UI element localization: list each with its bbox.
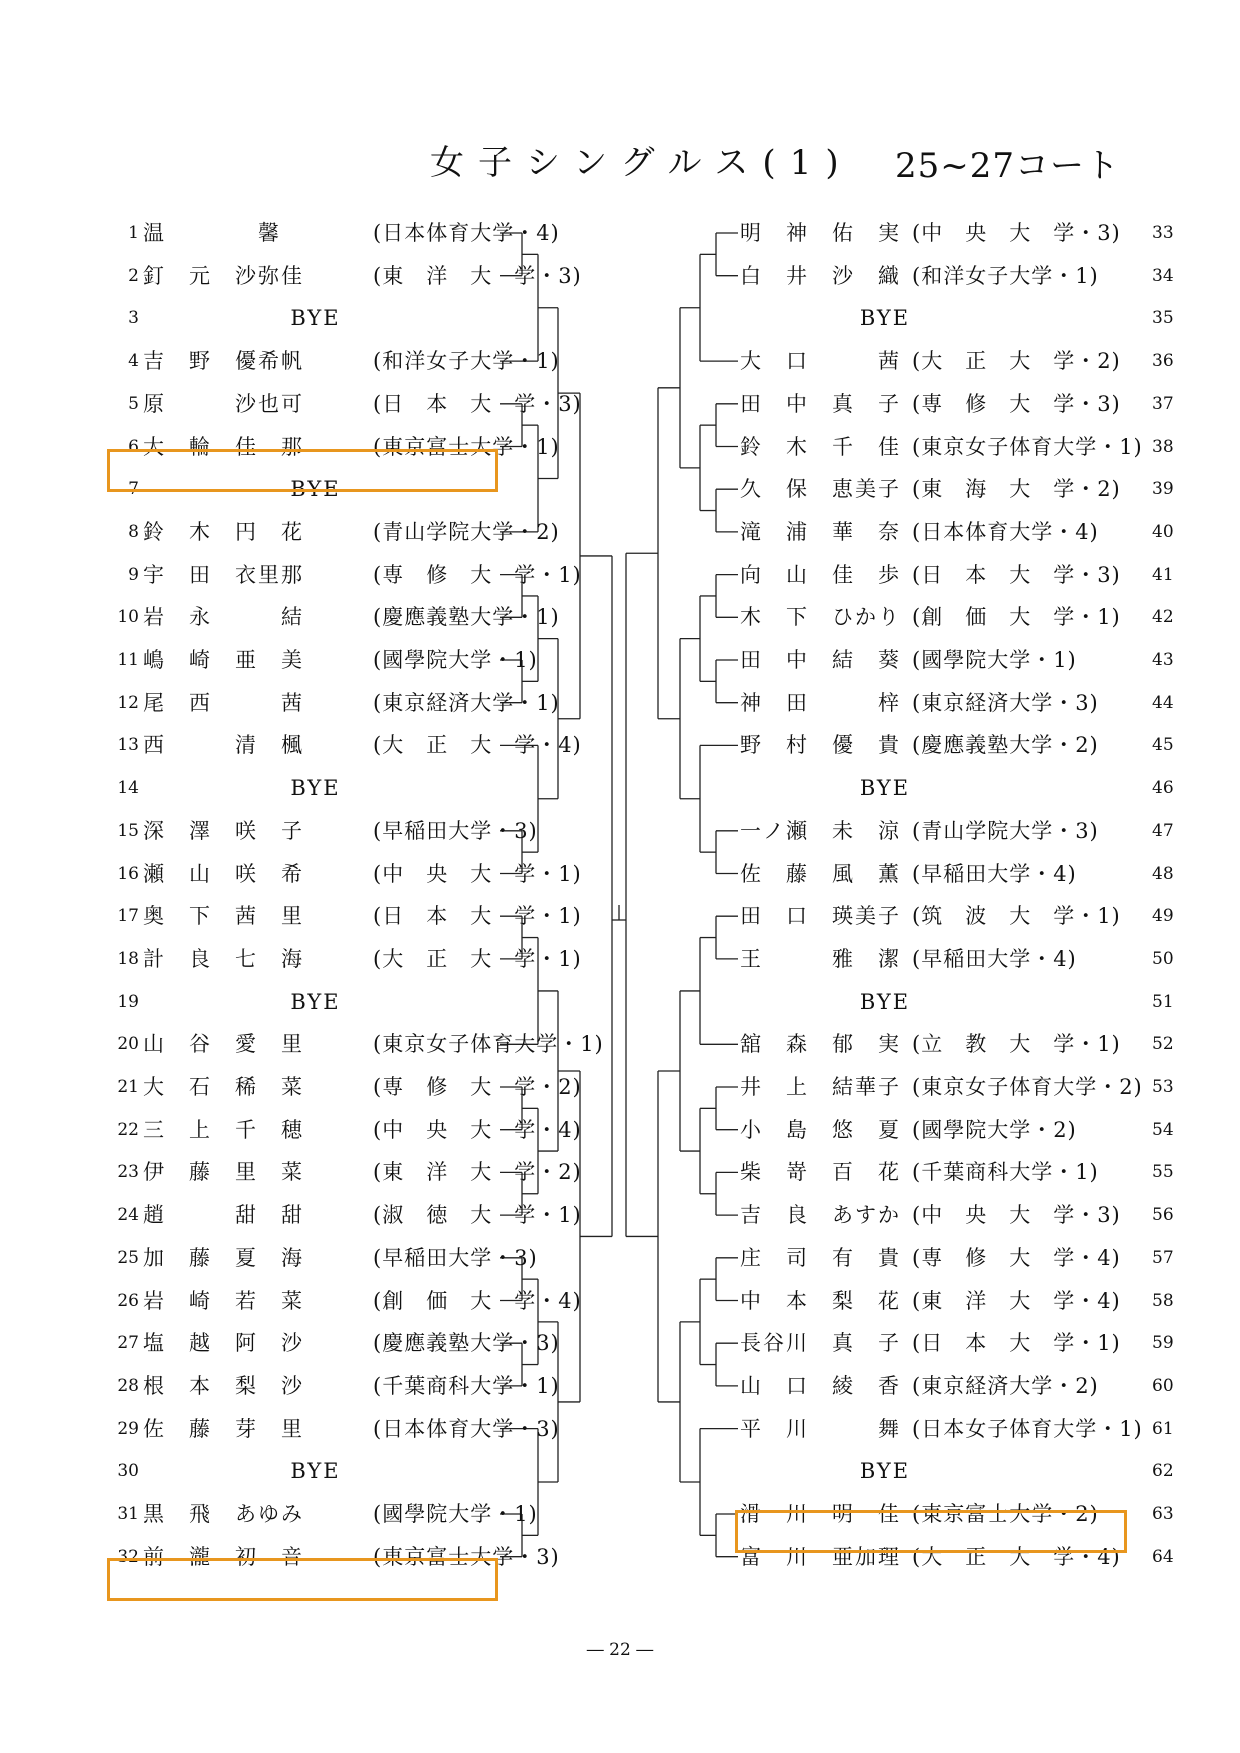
player-school: (専 修 大 学・1) [373, 562, 582, 587]
player-school: (和洋女子大学・1) [373, 349, 560, 374]
draw-entry [740, 212, 1190, 255]
player-school: (創 価 大 学・4) [373, 1288, 582, 1313]
player-name: 長谷川 真 子 [740, 1331, 901, 1356]
draw-entry [740, 1365, 1190, 1408]
draw-number: 47 [1152, 820, 1174, 841]
draw-entry [105, 255, 582, 298]
player-name: 前 瀧 初 音 [143, 1544, 304, 1569]
draw-entry [105, 1151, 582, 1194]
draw-entry [105, 212, 560, 255]
draw-entry [740, 981, 1190, 1024]
page-title: 女子シングルス(1) [430, 143, 853, 183]
bye-label: BYE [290, 1459, 341, 1484]
player-name: 滑 川 明 佳 [740, 1502, 901, 1526]
player-name: 宇 田 衣里那 [143, 562, 304, 587]
player-name: 三 上 千 穂 [143, 1117, 304, 1142]
draw-entry [740, 1280, 1190, 1323]
player-name: 計 良 七 海 [143, 946, 304, 971]
draw-number: 40 [1152, 521, 1174, 542]
highlight-box-entry-6 [107, 449, 498, 492]
player-school: (國學院大学・2) [912, 1117, 1077, 1142]
draw-entry [740, 1408, 1190, 1451]
player-school: (専 修 大 学・4) [912, 1245, 1121, 1270]
player-name: 趙 甜 甜 [143, 1203, 304, 1228]
player-school: (日本体育大学・4) [373, 221, 560, 245]
player-school: (東京女子体育大学・1) [373, 1032, 604, 1057]
player-name: 明 神 佑 実 [740, 221, 901, 245]
draw-entry [740, 596, 1190, 639]
player-name: 原 沙也可 [143, 391, 304, 416]
draw-entry [740, 639, 1190, 682]
player-name: 木 下 ひかり [740, 605, 901, 630]
player-name: 田 口 瑛美子 [740, 904, 901, 929]
player-school: (東京女子体育大学・1) [912, 434, 1143, 459]
draw-entry [740, 554, 1190, 597]
draw-entry [105, 383, 582, 426]
draw-entry [105, 1109, 582, 1152]
player-name: 根 本 梨 沙 [143, 1373, 304, 1398]
draw-number: 17 [117, 906, 139, 927]
player-name: 西 清 楓 [143, 733, 304, 758]
draw-entry [740, 724, 1190, 767]
draw-number: 19 [117, 991, 139, 1012]
player-school: (國學院大学・1) [912, 648, 1077, 672]
player-school: (日本体育大学・3) [373, 1416, 560, 1441]
draw-number: 56 [1152, 1205, 1174, 1226]
player-name: 山 口 綾 香 [740, 1373, 901, 1398]
draw-number: 13 [117, 735, 139, 756]
player-name: 向 山 佳 歩 [740, 562, 901, 587]
draw-number: 9 [128, 564, 139, 585]
draw-number: 3 [128, 308, 139, 329]
player-name: 田 中 結 葵 [740, 648, 901, 672]
player-school: (日本体育大学・4) [912, 519, 1099, 544]
court-info: 25~27コート [895, 146, 1121, 186]
draw-entry [105, 1408, 560, 1451]
draw-number: 26 [117, 1290, 139, 1311]
player-school: (東 洋 大 学・3) [373, 263, 582, 288]
player-school: (東京富士大学・3) [373, 1544, 560, 1569]
player-school: (専 修 大 学・3) [912, 391, 1121, 416]
draw-number: 50 [1152, 948, 1174, 969]
player-name: 田 中 真 子 [740, 391, 901, 416]
player-name: 神 田 梓 [740, 690, 901, 715]
draw-number: 28 [117, 1375, 139, 1396]
player-school: (和洋女子大学・1) [912, 263, 1099, 288]
player-school: (大 正 大 学・4) [373, 733, 582, 758]
draw-number: 8 [128, 521, 139, 542]
draw-entry [105, 810, 538, 853]
player-name: 奥 下 茜 里 [143, 904, 304, 929]
draw-number: 57 [1152, 1247, 1174, 1268]
player-school: (東京経済大学・1) [373, 690, 560, 715]
player-name: 大 口 茜 [740, 349, 901, 374]
player-name: 釘 元 沙弥佳 [143, 263, 304, 288]
draw-number: 49 [1152, 906, 1174, 927]
draw-entry [740, 853, 1190, 896]
draw-number: 38 [1152, 436, 1174, 457]
draw-number: 63 [1152, 1504, 1174, 1524]
draw-entry [105, 1237, 538, 1280]
draw-number: 45 [1152, 735, 1174, 756]
draw-entry [105, 1066, 582, 1109]
draw-number: 11 [117, 650, 139, 670]
player-school: (中 央 大 学・1) [373, 861, 582, 886]
draw-entry [740, 895, 1190, 938]
player-name: 佐 藤 風 薫 [740, 861, 901, 886]
player-name: 大 輪 佳 那 [143, 434, 304, 459]
draw-number: 52 [1152, 1034, 1174, 1055]
draw-entry [740, 297, 1190, 340]
draw-entry [740, 1151, 1190, 1194]
bye-label: BYE [859, 1459, 911, 1484]
draw-number: 1 [128, 223, 139, 243]
draw-number: 7 [128, 479, 139, 500]
player-name: 加 藤 夏 海 [143, 1245, 304, 1270]
draw-number: 64 [1152, 1546, 1174, 1567]
player-school: (千葉商科大学・1) [373, 1373, 560, 1398]
draw-number: 14 [117, 778, 139, 799]
draw-number: 43 [1152, 650, 1174, 670]
player-school: (慶應義塾大学・2) [912, 733, 1099, 758]
player-name: 佐 藤 芽 里 [143, 1416, 304, 1441]
player-name: 瀬 山 咲 希 [143, 861, 304, 886]
draw-number: 59 [1152, 1333, 1174, 1354]
player-school: (日 本 大 学・3) [373, 391, 582, 416]
draw-entry [105, 596, 560, 639]
player-school: (千葉商科大学・1) [912, 1160, 1099, 1185]
draw-number: 44 [1152, 692, 1174, 713]
draw-entry [105, 297, 505, 340]
player-school: (中 央 大 学・3) [912, 1203, 1121, 1228]
draw-number: 55 [1152, 1162, 1174, 1183]
draw-number: 23 [117, 1162, 139, 1183]
draw-entry [740, 468, 1190, 511]
draw-entry [105, 511, 560, 554]
draw-entry [105, 1365, 560, 1408]
player-school: (國學院大学・1) [373, 1502, 538, 1526]
draw-number: 22 [117, 1119, 139, 1140]
draw-entry [105, 895, 582, 938]
player-school: (東京女子体育大学・2) [912, 1075, 1143, 1099]
draw-number: 20 [117, 1034, 139, 1055]
draw-number: 16 [117, 863, 139, 884]
player-name: 大 石 稀 菜 [143, 1075, 304, 1099]
draw-number: 54 [1152, 1119, 1174, 1140]
draw-number: 25 [117, 1247, 139, 1268]
draw-number: 32 [117, 1546, 139, 1567]
draw-entry [740, 1194, 1190, 1237]
draw-number: 62 [1152, 1461, 1174, 1482]
player-name: 深 澤 咲 子 [143, 818, 304, 843]
draw-number: 2 [128, 265, 139, 286]
draw-entry [105, 554, 582, 597]
player-school: (大 正 大 学・1) [373, 946, 582, 971]
player-name: 小 島 悠 夏 [740, 1117, 901, 1142]
draw-entry [105, 1194, 582, 1237]
player-school: (早稲田大学・3) [373, 1245, 538, 1270]
draw-entry [105, 1280, 582, 1323]
draw-entry [105, 340, 560, 383]
highlight-box-entry-63 [735, 1510, 1127, 1553]
draw-entry [740, 426, 1190, 469]
draw-entry [105, 1493, 538, 1536]
player-name: 柴 嵜 百 花 [740, 1160, 901, 1185]
player-name: 黒 飛 あゆみ [143, 1502, 304, 1526]
highlight-box-entry-32 [107, 1558, 498, 1601]
player-school: (東京経済大学・2) [912, 1373, 1099, 1398]
draw-number: 21 [117, 1077, 139, 1097]
bye-label: BYE [859, 989, 911, 1014]
draw-entry [105, 1023, 604, 1066]
draw-entry [105, 767, 505, 810]
player-name: 温 馨 [143, 221, 281, 245]
player-school: (立 教 大 学・1) [912, 1032, 1121, 1057]
player-school: (國學院大学・1) [373, 648, 538, 672]
draw-number: 42 [1152, 607, 1174, 628]
player-name: 鈴 木 円 花 [143, 519, 304, 544]
player-school: (東京富士大学・1) [373, 434, 560, 459]
player-school: (東 海 大 学・2) [912, 477, 1121, 502]
player-school: (淑 徳 大 学・1) [373, 1203, 582, 1228]
draw-number: 46 [1152, 778, 1174, 799]
player-name: 鈴 木 千 佳 [740, 434, 901, 459]
player-school: (日 本 大 学・1) [912, 1331, 1121, 1356]
draw-number: 24 [117, 1205, 139, 1226]
player-school: (早稲田大学・3) [373, 818, 538, 843]
draw-number: 29 [117, 1418, 139, 1439]
draw-entry [740, 1322, 1190, 1365]
player-school: (慶應義塾大学・1) [373, 605, 560, 630]
draw-number: 27 [117, 1333, 139, 1354]
draw-entry [105, 639, 538, 682]
player-school: (大 正 大 学・2) [912, 349, 1121, 374]
player-name: 富 川 亜加理 [740, 1544, 901, 1569]
draw-entry [740, 682, 1190, 725]
draw-number: 6 [128, 436, 139, 457]
player-name: 舘 森 郁 実 [740, 1032, 901, 1057]
bye-label: BYE [290, 477, 341, 502]
draw-number: 30 [117, 1461, 139, 1482]
draw-number: 37 [1152, 393, 1174, 414]
player-name: 庄 司 有 貴 [740, 1245, 901, 1270]
player-school: (筑 波 大 学・1) [912, 904, 1121, 929]
player-name: 岩 崎 若 菜 [143, 1288, 304, 1313]
draw-entry [740, 938, 1190, 981]
draw-entry [105, 1322, 560, 1365]
bye-label: BYE [859, 306, 911, 331]
draw-number: 61 [1152, 1418, 1174, 1439]
draw-entry [105, 682, 560, 725]
player-name: 嶋 崎 亜 美 [143, 648, 304, 672]
draw-entry [740, 1066, 1190, 1109]
draw-number: 36 [1152, 351, 1174, 372]
draw-number: 31 [117, 1504, 139, 1524]
draw-entry [105, 724, 582, 767]
draw-number: 33 [1152, 223, 1174, 243]
draw-entry [105, 853, 582, 896]
player-school: (中 央 大 学・3) [912, 221, 1121, 245]
draw-entry [740, 383, 1190, 426]
player-name: 中 本 梨 花 [740, 1288, 901, 1313]
draw-entry [740, 1237, 1190, 1280]
bye-label: BYE [290, 306, 341, 331]
draw-entry [105, 1450, 505, 1493]
player-school: (慶應義塾大学・3) [373, 1331, 560, 1356]
draw-number: 58 [1152, 1290, 1174, 1311]
draw-entry [740, 511, 1190, 554]
player-name: 一ノ瀬 未 涼 [740, 818, 901, 843]
player-name: 岩 永 結 [143, 605, 304, 630]
draw-number: 15 [117, 820, 139, 841]
player-school: (日 本 大 学・3) [912, 562, 1121, 587]
player-name: 山 谷 愛 里 [143, 1032, 304, 1057]
draw-entry [740, 1109, 1190, 1152]
player-school: (青山学院大学・2) [373, 519, 560, 544]
draw-entry [740, 340, 1190, 383]
draw-number: 18 [117, 948, 139, 969]
player-name: 平 川 舞 [740, 1416, 901, 1441]
draw-entry [740, 1023, 1190, 1066]
player-name: 野 村 優 貴 [740, 733, 901, 758]
draw-number: 41 [1152, 564, 1174, 585]
player-school: (東京経済大学・3) [912, 690, 1099, 715]
player-school: (専 修 大 学・2) [373, 1075, 582, 1099]
player-school: (東 洋 大 学・4) [912, 1288, 1121, 1313]
draw-entry [105, 981, 505, 1024]
draw-number: 39 [1152, 479, 1174, 500]
page-number: ― 22 ― [586, 1640, 654, 1660]
draw-number: 48 [1152, 863, 1174, 884]
bye-label: BYE [859, 776, 911, 801]
player-school: (日本女子体育大学・1) [912, 1416, 1143, 1441]
player-school: (早稲田大学・4) [912, 946, 1077, 971]
player-name: 王 雅 潔 [740, 946, 901, 971]
player-name: 塩 越 阿 沙 [143, 1331, 304, 1356]
draw-number: 60 [1152, 1375, 1174, 1396]
player-school: (中 央 大 学・4) [373, 1117, 582, 1142]
draw-number: 35 [1152, 308, 1174, 329]
player-name: 井 上 結華子 [740, 1075, 901, 1099]
bye-label: BYE [290, 776, 341, 801]
draw-entry [105, 938, 582, 981]
player-name: 久 保 恵美子 [740, 477, 901, 502]
player-name: 吉 良 あすか [740, 1203, 901, 1228]
player-name: 滝 浦 華 奈 [740, 519, 901, 544]
player-school: (青山学院大学・3) [912, 818, 1099, 843]
player-name: 尾 西 茜 [143, 690, 304, 715]
draw-number: 34 [1152, 265, 1174, 286]
draw-number: 4 [128, 351, 139, 372]
draw-entry [740, 255, 1190, 298]
player-school: (東 洋 大 学・2) [373, 1160, 582, 1185]
player-school: (大 正 大 学・4) [912, 1544, 1121, 1569]
draw-number: 10 [117, 607, 139, 628]
player-school: (東京富士大学・2) [912, 1502, 1099, 1526]
draw-entry [740, 1450, 1190, 1493]
draw-number: 12 [117, 692, 139, 713]
draw-number: 5 [128, 393, 139, 414]
player-school: (創 価 大 学・1) [912, 605, 1121, 630]
draw-entry [740, 767, 1190, 810]
player-school: (早稲田大学・4) [912, 861, 1077, 886]
bye-label: BYE [290, 989, 341, 1014]
draw-number: 53 [1152, 1077, 1174, 1097]
player-name: 白 井 沙 織 [740, 263, 901, 288]
draw-entry [740, 810, 1190, 853]
draw-number: 51 [1152, 991, 1174, 1012]
player-name: 伊 藤 里 菜 [143, 1160, 304, 1185]
player-school: (日 本 大 学・1) [373, 904, 582, 929]
player-name: 吉 野 優希帆 [143, 349, 304, 374]
